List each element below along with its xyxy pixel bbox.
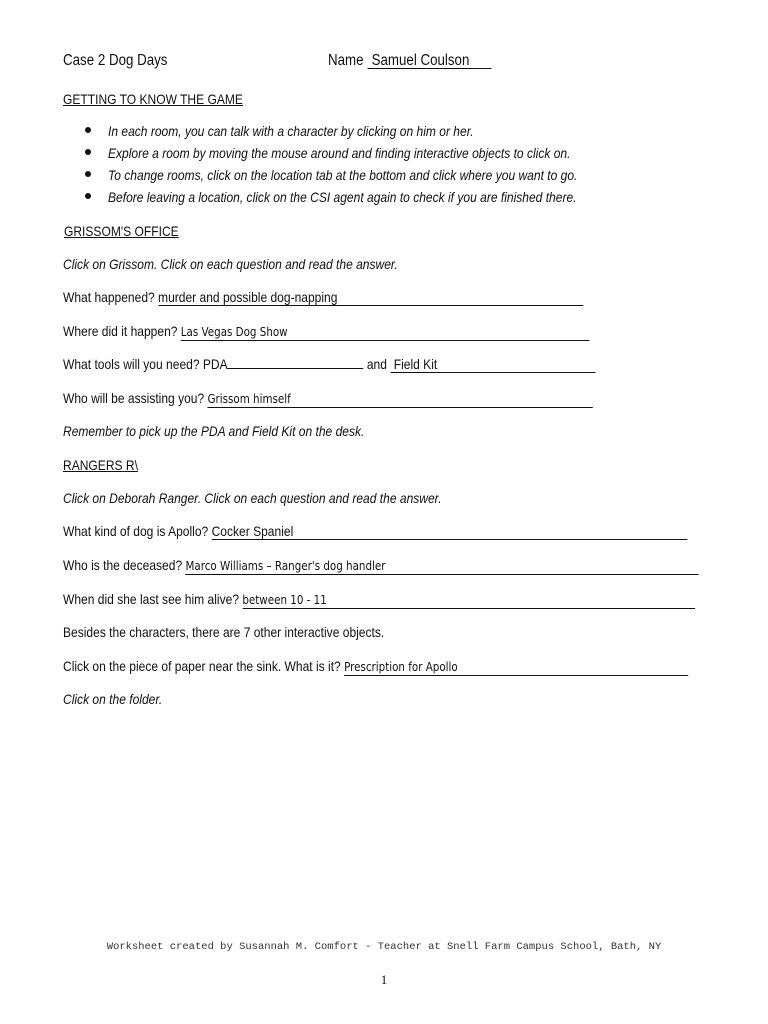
answer-field: Field Kit bbox=[390, 357, 595, 373]
rangers-instruction: Click on Deborah Ranger. Click on each question and read the answer. bbox=[63, 490, 442, 506]
rangers-folder: Click on the folder. bbox=[63, 691, 163, 707]
answer-blank bbox=[228, 355, 364, 369]
heading-grissoms-office: GRISSOM'S OFFICE bbox=[64, 223, 179, 239]
answer-field: murder and possible dog-napping bbox=[158, 290, 583, 306]
worksheet-credit: Worksheet created by Susannah M. Comfort - Teacher at Snell Farm Campus School, Bath, NY bbox=[106, 941, 662, 953]
question-text: What kind of dog is Apollo? bbox=[63, 523, 209, 539]
question-text: When did she last see him alive? bbox=[63, 591, 240, 607]
connector-text: and bbox=[366, 356, 387, 372]
answer-field: Grissom himself bbox=[208, 392, 593, 408]
question-text: Who will be assisting you? bbox=[63, 390, 205, 406]
rangers-q2 bbox=[63, 556, 699, 575]
rangers-q4 bbox=[63, 657, 688, 676]
rangers-q1 bbox=[63, 522, 687, 540]
bullet-icon bbox=[85, 193, 91, 199]
answer-field: between 10 - 11 bbox=[242, 593, 694, 609]
grissom-q3 bbox=[63, 355, 595, 373]
page-number: 1 bbox=[380, 972, 388, 987]
bullet-icon bbox=[85, 149, 91, 155]
question-text: What tools will you need? PDA bbox=[63, 356, 228, 372]
heading-rangers: RANGERS R\ bbox=[63, 457, 138, 473]
answer-field: Cocker Spaniel bbox=[212, 524, 688, 540]
name-value: Samuel Coulson bbox=[367, 53, 491, 69]
grissom-q2 bbox=[63, 322, 589, 341]
answer-field: Prescription for Apollo bbox=[344, 660, 688, 676]
grissom-reminder: Remember to pick up the PDA and Field Kit on the desk. bbox=[63, 423, 365, 439]
name-label: Name bbox=[328, 52, 364, 69]
question-text: Who is the deceased? bbox=[63, 557, 183, 573]
bullet-icon bbox=[85, 171, 91, 177]
question-text: What happened? bbox=[63, 289, 155, 305]
rangers-q3 bbox=[63, 590, 695, 609]
rangers-note: Besides the characters, there are 7 other interactive objects. bbox=[63, 624, 385, 640]
heading-getting-to-know: GETTING TO KNOW THE GAME bbox=[63, 91, 243, 107]
answer-field: Marco Williams – Ranger's dog handler bbox=[185, 559, 698, 575]
bullet-icon bbox=[85, 127, 91, 133]
question-text: Where did it happen? bbox=[63, 323, 178, 339]
question-text: Click on the piece of paper near the sink. What is it? bbox=[63, 658, 341, 674]
answer-field: Las Vegas Dog Show bbox=[181, 325, 590, 341]
grissom-q4 bbox=[63, 389, 593, 408]
case-title: Case 2 Dog Days bbox=[63, 52, 168, 69]
grissom-q1 bbox=[63, 288, 583, 306]
grissom-instruction: Click on Grissom. Click on each question and read the answer. bbox=[63, 256, 398, 272]
worksheet-page: Case 2 Dog Days Name Samuel Coulson GETTING TO KNOW THE GAME In each room, you can talk with a character by clicking on him or her. Explore a room by moving the mouse around and finding interactive objects to click on. To change rooms, click on the location tab at the bottom and click where you want to go. Before leaving a location, click on the CSI agent again to check if you are finished there. GRISSOM'S OFFICE Click on Grissom. Click on each question and read the answer. What happened? murder and possible dog-napping Where did it happen? Las Vegas Dog Show What tools will you need? PDA and Field Kit Who will be assisting you? Grissom himself Remember to pick up the PDA and Field Kit on the desk. RANGERS R\ Click on Deborah Ranger. Click on each question and read the answer. What kind of dog is Apollo? Cocker Spaniel Who is the deceased? Marco Williams – Ranger's dog handler When did she last see him alive? between 10 - 11 Besides the characters, there are 7 other interactive objects. Click on the piece of paper near the sink. What is it? Prescription for Apollo Click on the folder. Worksheet created by Susannah M. Comfort - Teacher at Snell Farm Campus School, Bath, NY 1 bbox=[0, 0, 768, 1024]
name-row bbox=[328, 52, 492, 70]
